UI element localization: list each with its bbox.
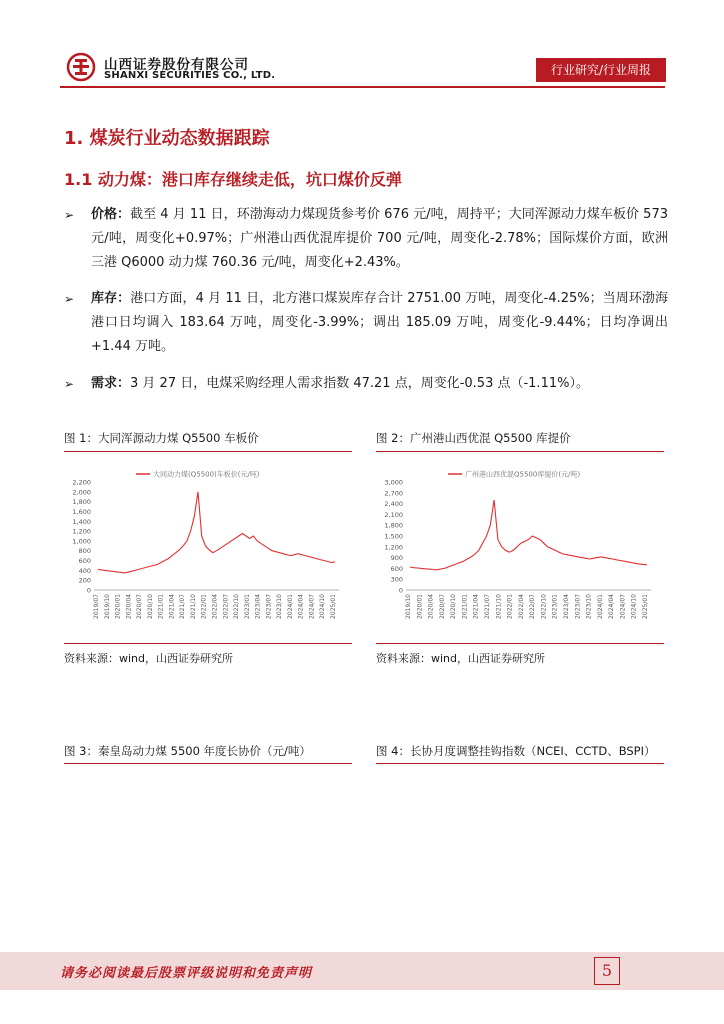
- y-tick-label: 600: [78, 557, 91, 566]
- bullet-demand: [64, 372, 668, 396]
- figure-4-top-rule: [376, 763, 664, 764]
- bullet-text: 截至 4 月 11 日，环渤海动力煤现货参考价 676 元/吨，周持平；大同浑源动力煤车板价 573 元/吨，周变化+0.97%；广州港山西优混库提价 700 元/吨，周变化-2.78%；国际煤价方面，欧洲三港 Q6000 动力煤 760.36 元/吨，周变化+2.43%。: [91, 207, 668, 270]
- bullet-price: [64, 203, 668, 275]
- x-tick-label: 2020/01: [114, 594, 122, 619]
- x-tick-label: 2024/07: [308, 594, 316, 619]
- series-line: [410, 500, 647, 570]
- y-tick-label: 800: [78, 547, 91, 556]
- company-name-en: SHANXI SECURITIES CO., LTD.: [104, 70, 276, 81]
- figure-1-top-rule: [64, 451, 352, 452]
- x-tick-label: 2024/04: [297, 594, 305, 619]
- figure-3-top-rule: [64, 763, 352, 764]
- x-tick-label: 2019/10: [405, 594, 412, 619]
- y-tick-label: 0: [398, 586, 403, 595]
- company-name-cn: 山西证券股份有限公司: [104, 57, 249, 73]
- bullet-label: 库存：: [91, 291, 131, 306]
- x-tick-label: 2023/01: [243, 594, 251, 619]
- figure-2-source: 资料来源：wind，山西证券研究所: [376, 652, 546, 665]
- x-tick-label: 2021/01: [157, 594, 165, 619]
- x-tick-label: 2022/07: [222, 594, 230, 619]
- x-tick-label: 2024/10: [630, 594, 638, 619]
- x-tick-label: 2021/07: [179, 594, 187, 619]
- x-tick-label: 2023/10: [585, 594, 593, 619]
- x-tick-label: 2019/07: [93, 594, 100, 619]
- x-tick-label: 2022/01: [200, 594, 208, 619]
- section-heading: 1. 煤炭行业动态数据跟踪: [64, 128, 270, 149]
- x-tick-label: 2021/07: [484, 594, 491, 619]
- x-tick-label: 2019/10: [103, 594, 111, 619]
- y-tick-label: 0: [86, 586, 91, 595]
- x-tick-label: 2020/04: [125, 594, 133, 619]
- y-tick-label: 1,200: [384, 543, 403, 552]
- figure-1-source: 资料来源：wind，山西证券研究所: [64, 652, 234, 665]
- x-tick-label: 2024/07: [619, 594, 627, 619]
- x-tick-label: 2020/07: [438, 594, 446, 619]
- x-tick-label: 2021/04: [472, 594, 480, 619]
- company-logo-icon: [66, 52, 96, 82]
- x-tick-label: 2022/01: [506, 594, 514, 619]
- x-tick-label: 2020/04: [427, 594, 435, 619]
- y-tick-label: 400: [78, 566, 91, 575]
- x-tick-label: 2022/10: [233, 594, 241, 619]
- x-tick-label: 2023/07: [574, 594, 582, 619]
- y-tick-label: 600: [390, 564, 403, 573]
- y-tick-label: 2,100: [384, 510, 403, 519]
- x-tick-label: 2021/10: [495, 594, 503, 619]
- y-tick-label: 1,200: [72, 527, 91, 536]
- chart-2: [376, 456, 664, 640]
- footer-disclaimer: 请务必阅读最后股票评级说明和免责声明: [60, 966, 313, 981]
- x-tick-label: 2020/07: [136, 594, 144, 619]
- y-tick-label: 2,700: [384, 489, 403, 498]
- x-tick-label: 2021/01: [461, 594, 469, 619]
- y-tick-label: 300: [390, 575, 403, 584]
- y-tick-label: 1,400: [72, 517, 91, 526]
- y-tick-label: 200: [78, 576, 91, 585]
- subsection-heading: 1.1 动力煤：港口库存继续走低，坑口煤价反弹: [64, 170, 402, 189]
- y-tick-label: 1,600: [72, 507, 91, 516]
- x-tick-label: 2023/01: [551, 594, 559, 619]
- bullet-inventory: [64, 287, 668, 359]
- x-tick-label: 2020/10: [146, 594, 154, 619]
- figure-1-title: 图 1：大同浑源动力煤 Q5500 车板价: [64, 431, 259, 445]
- x-tick-label: 2022/07: [529, 594, 537, 619]
- y-tick-label: 1,000: [72, 537, 91, 546]
- arrow-bullet-icon: ➢: [64, 208, 75, 222]
- header-divider: [60, 86, 665, 88]
- figure-3-title: 图 3：秦皇岛动力煤 5500 年度长协价（元/吨）: [64, 744, 311, 758]
- x-tick-label: 2023/10: [276, 594, 284, 619]
- bullet-text: 3 月 27 日，电煤采购经理人需求指数 47.21 点，周变化-0.53 点（-1.11%）。: [130, 376, 589, 391]
- arrow-bullet-icon: ➢: [64, 377, 75, 391]
- bullet-label: 需求：: [91, 376, 131, 391]
- figure-2-title: 图 2：广州港山西优混 Q5500 库提价: [376, 431, 571, 445]
- x-tick-label: 2020/01: [416, 594, 424, 619]
- x-tick-label: 2025/01: [330, 594, 337, 619]
- x-tick-label: 2022/04: [211, 594, 219, 619]
- x-tick-label: 2023/04: [254, 594, 262, 619]
- page-number: 5: [594, 957, 620, 985]
- y-tick-label: 1,800: [384, 521, 403, 530]
- x-tick-label: 2023/04: [563, 594, 570, 619]
- figure-4-title: 图 4：长协月度调整挂钩指数（NCEI、CCTD、BSPI）: [376, 744, 656, 758]
- legend-label: 大同动力煤(Q5500)车板价(元/吨): [153, 470, 260, 479]
- x-tick-label: 2025/01: [642, 594, 649, 619]
- x-tick-label: 2024/01: [596, 594, 604, 619]
- report-type-tag: 行业研究/行业周报: [536, 58, 666, 82]
- x-tick-label: 2020/10: [450, 594, 458, 619]
- figure-1-bottom-rule: [64, 643, 352, 644]
- arrow-bullet-icon: ➢: [64, 292, 75, 306]
- x-tick-label: 2024/04: [608, 594, 616, 619]
- series-line: [98, 492, 335, 573]
- y-tick-label: 1,500: [384, 532, 403, 541]
- figure-2-bottom-rule: [376, 643, 664, 644]
- legend-label: 广州港山西优混Q5500库提价(元/吨): [465, 470, 581, 479]
- figure-2-top-rule: [376, 451, 664, 452]
- x-tick-label: 2022/10: [540, 594, 548, 619]
- chart-1: [64, 456, 352, 640]
- x-tick-label: 2022/04: [517, 594, 525, 619]
- x-tick-label: 2021/04: [168, 594, 176, 619]
- y-tick-label: 3,000: [384, 478, 403, 487]
- bullet-label: 价格：: [91, 207, 131, 222]
- y-tick-label: 900: [390, 554, 403, 563]
- x-tick-label: 2024/01: [286, 594, 294, 619]
- y-tick-label: 2,400: [384, 500, 403, 509]
- y-tick-label: 1,800: [72, 498, 91, 507]
- x-tick-label: 2024/10: [319, 594, 327, 619]
- x-tick-label: 2023/07: [265, 594, 273, 619]
- y-tick-label: 2,000: [72, 488, 91, 497]
- y-tick-label: 2,200: [72, 478, 91, 487]
- x-tick-label: 2021/10: [189, 594, 197, 619]
- bullet-text: 港口方面，4 月 11 日，北方港口煤炭库存合计 2751.00 万吨，周变化-4.25%；当周环渤海港口日均调入 183.64 万吨，周变化-3.99%；调出 185.09 万吨，周变化-9.44%；日均净调出+1.44 万吨。: [91, 291, 668, 354]
